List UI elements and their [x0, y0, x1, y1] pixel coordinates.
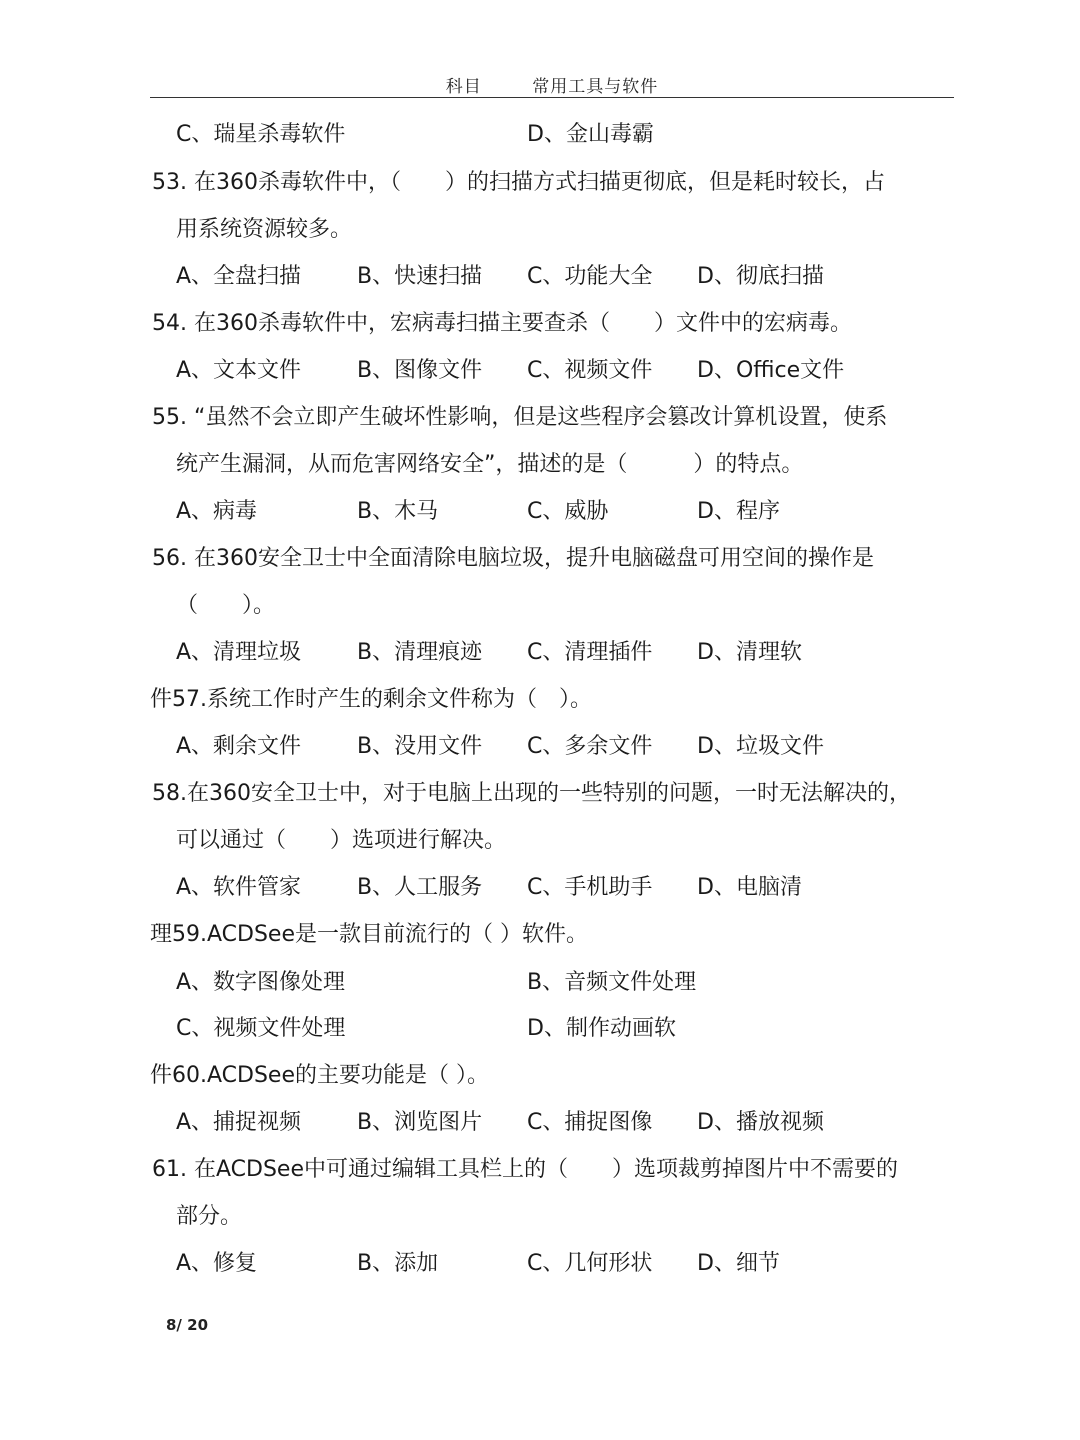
question-61-continued: 部分。	[176, 1204, 243, 1229]
option-d: D、细节	[697, 1251, 780, 1276]
option-a: A、捕捉视频	[176, 1110, 302, 1135]
option-b: B、没用文件	[357, 734, 483, 759]
question-59: 理59.ACDSee是一款目前流行的（ ）软件。	[150, 922, 588, 947]
question-54: 54. 在360杀毒软件中，宏病毒扫描主要查杀（ ）文件中的宏病毒。	[152, 311, 852, 336]
question-55-continued: 统产生漏洞，从而危害网络安全”，描述的是（ ）的特点。	[176, 452, 804, 477]
option-c: C、清理插件	[527, 640, 653, 665]
option-d: D、垃圾文件	[697, 734, 824, 759]
page-header	[150, 72, 954, 98]
option-a: A、全盘扫描	[176, 264, 302, 289]
option-c: C、功能大全	[527, 264, 653, 289]
option-d: D、播放视频	[697, 1110, 824, 1135]
question-56-continued: （ ）。	[176, 593, 276, 618]
option-b: B、浏览图片	[357, 1110, 483, 1135]
option-c: C、视频文件	[527, 358, 653, 383]
question-61: 61. 在ACDSee中可通过编辑工具栏上的（ ）选项裁剪掉图片中不需要的	[152, 1157, 898, 1182]
page-number: 8/ 20	[166, 1316, 209, 1334]
option-b: B、人工服务	[357, 875, 483, 900]
subject-label: 科目	[445, 77, 482, 97]
question-56: 56. 在360安全卫士中全面清除电脑垃圾，提升电脑磁盘可用空间的操作是	[152, 546, 874, 571]
question-53: 53. 在360杀毒软件中，（ ）的扫描方式扫描更彻底，但是耗时较长，占	[152, 170, 885, 195]
option-a: A、修复	[176, 1251, 258, 1276]
option-b: B、木马	[357, 499, 439, 524]
question-55: 55. “虽然不会立即产生破坏性影响，但是这些程序会篡改计算机设置，使系	[152, 405, 888, 430]
option-a: A、数字图像处理	[176, 970, 346, 995]
option-c: C、多余文件	[527, 734, 653, 759]
option-c: C、捕捉图像	[527, 1110, 653, 1135]
option-a: A、软件管家	[176, 875, 302, 900]
option-b: B、图像文件	[357, 358, 483, 383]
option-d: D、清理软	[697, 640, 802, 665]
subject-name: 常用工具与软件	[532, 77, 659, 97]
option-b: B、快速扫描	[357, 264, 483, 289]
option-d: D、彻底扫描	[697, 264, 824, 289]
option-d: D、金山毒霸	[527, 122, 654, 147]
option-a: A、剩余文件	[176, 734, 302, 759]
option-d: D、电脑清	[697, 875, 802, 900]
option-d: D、程序	[697, 499, 780, 524]
question-58-continued: 可以通过（ ）选项进行解决。	[176, 828, 507, 853]
option-c: C、手机助手	[527, 875, 653, 900]
option-a: A、病毒	[176, 499, 258, 524]
option-c: C、瑞星杀毒软件	[176, 122, 346, 147]
option-d: D、Office文件	[697, 358, 845, 383]
option-a: A、文本文件	[176, 358, 302, 383]
option-c: C、视频文件处理	[176, 1016, 346, 1041]
option-b: B、清理痕迹	[357, 640, 483, 665]
option-d: D、制作动画软	[527, 1016, 676, 1041]
header-divider	[150, 97, 954, 98]
option-c: C、几何形状	[527, 1251, 653, 1276]
option-a: A、清理垃圾	[176, 640, 302, 665]
option-c: C、威胁	[527, 499, 609, 524]
question-57: 件57.系统工作时产生的剩余文件称为（ ）。	[150, 687, 592, 712]
question-58: 58.在360安全卫士中，对于电脑上出现的一些特别的问题，一时无法解决的，	[152, 781, 911, 806]
option-b: B、音频文件处理	[527, 970, 697, 995]
option-b: B、添加	[357, 1251, 439, 1276]
question-53-continued: 用系统资源较多。	[176, 217, 353, 242]
question-60: 件60.ACDSee的主要功能是（ ）。	[150, 1063, 489, 1088]
